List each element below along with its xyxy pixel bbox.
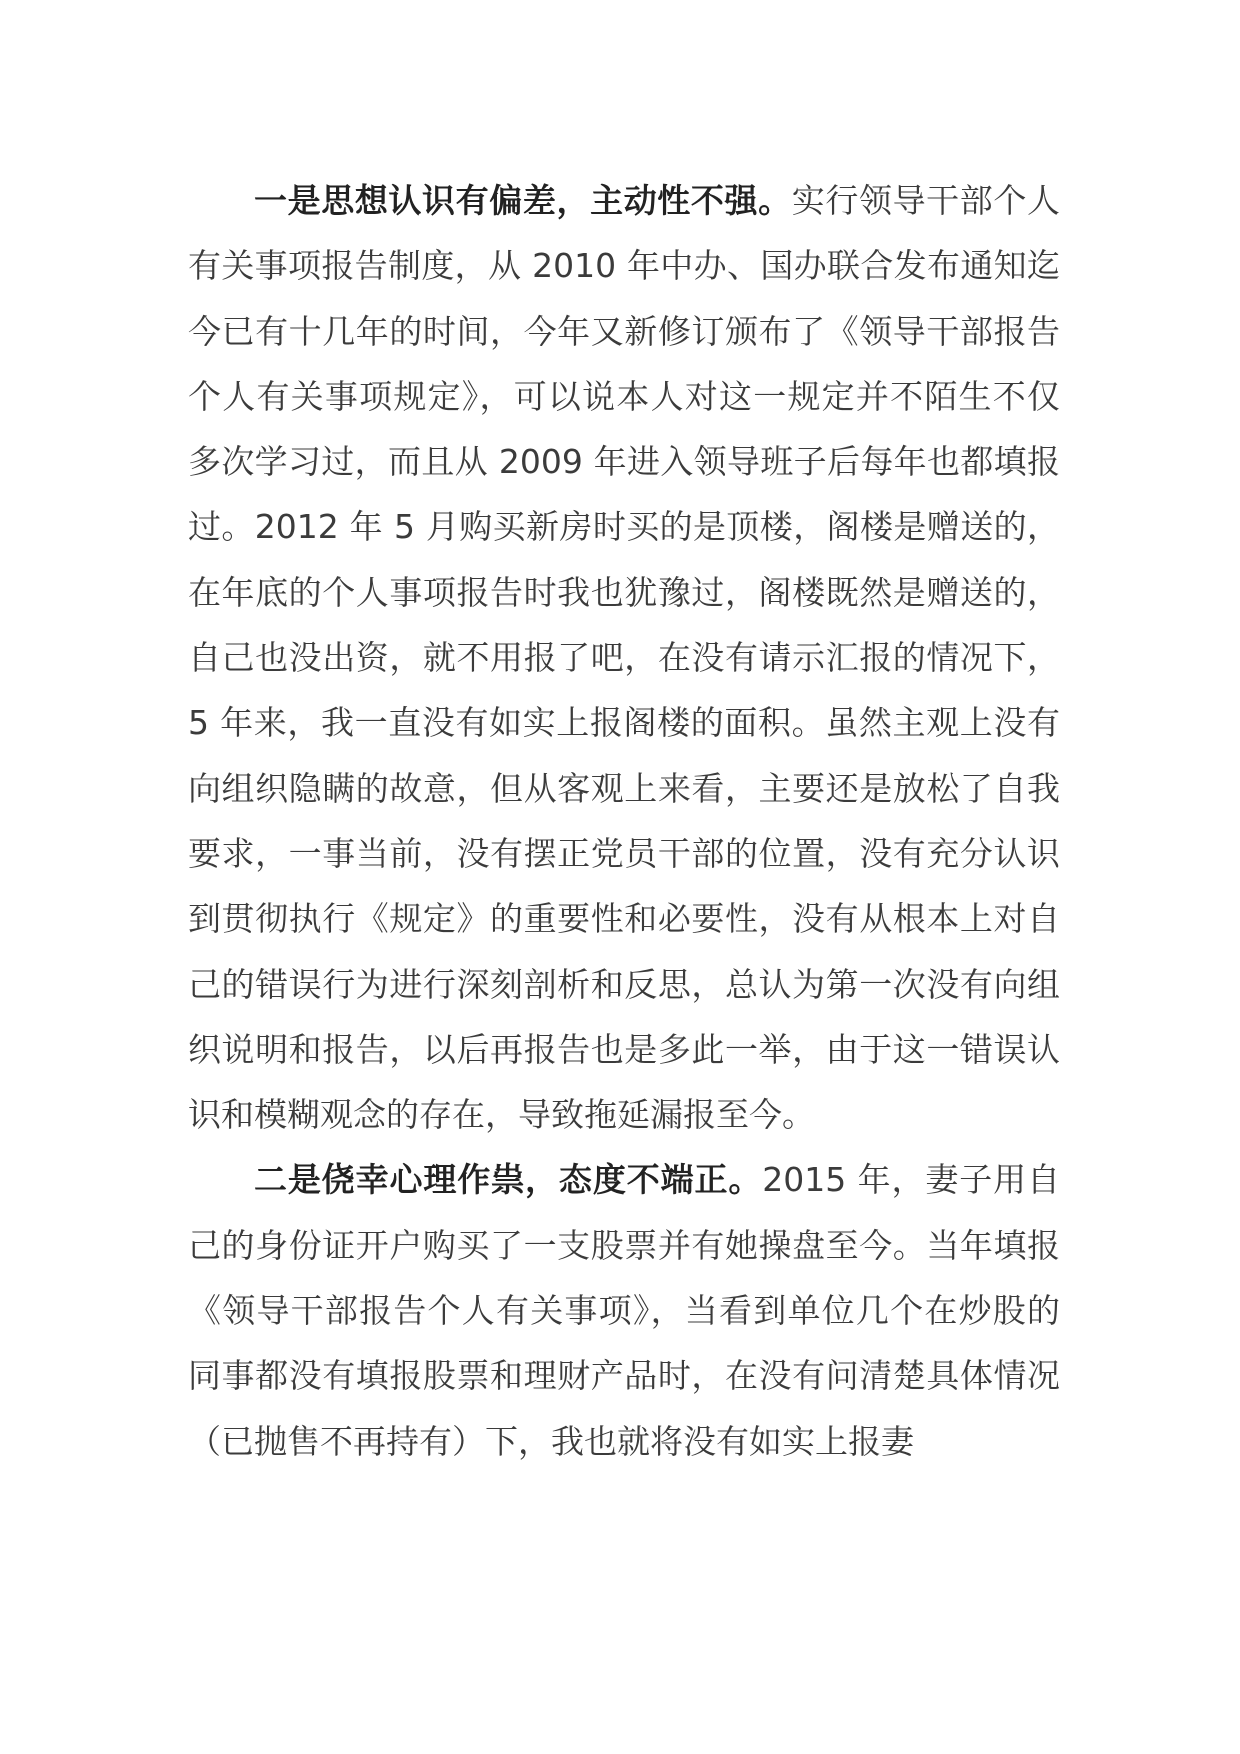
paragraph-2-heading: 二是侥幸心理作祟，态度不端正。	[254, 1160, 763, 1200]
paragraph-1-text: 实行领导干部个人有关事项报告制度，从 2010 年中办、国办联合发布通知迄今已有十几年的时间，今年又新修订颁布了《领导干部报告个人有关事项规定》，可以说本人对这一规定并不陌生不仅多次学习过，而且从 2009 年进入领导班子后每年也都填报过。2012 年 5 月购买新房时买的是顶楼，阁楼是赠送的，在年底的个人事项报告时我也犹豫过，阁楼既然是赠送的，自己也没出资，就不用报了吧，在没有请示汇报的情况下，5 年来，我一直没有如实上报阁楼的面积。虽然主观上没有向组织隐瞒的故意，但从客观上来看，主要还是放松了自我要求，一事当前，没有摆正党员干部的位置，没有充分认识到贯彻执行《规定》的重要性和必要性，没有从根本上对自己的错误行为进行深刻剖析和反思，总认为第一次没有向组织说明和报告，以后再报告也是多此一举，由于这一错误认识和模糊观念的存在，导致拖延漏报至今。	[188, 181, 1061, 1135]
paragraph-2-text: 2015 年，妻子用自己的身份证开户购买了一支股票并有她操盘至今。当年填报《领导干部报告个人有关事项》，当看到单位几个在炒股的同事都没有填报股票和理财产品时，在没有问清楚具体情况（已抛售不再持有）下，我也就将没有如实上报妻	[188, 1160, 1060, 1461]
document-body	[188, 168, 1060, 1474]
paragraph-1	[188, 168, 1060, 1147]
paragraph-1-heading: 一是思想认识有偏差，主动性不强。	[254, 181, 792, 220]
paragraph-2	[188, 1147, 1060, 1473]
